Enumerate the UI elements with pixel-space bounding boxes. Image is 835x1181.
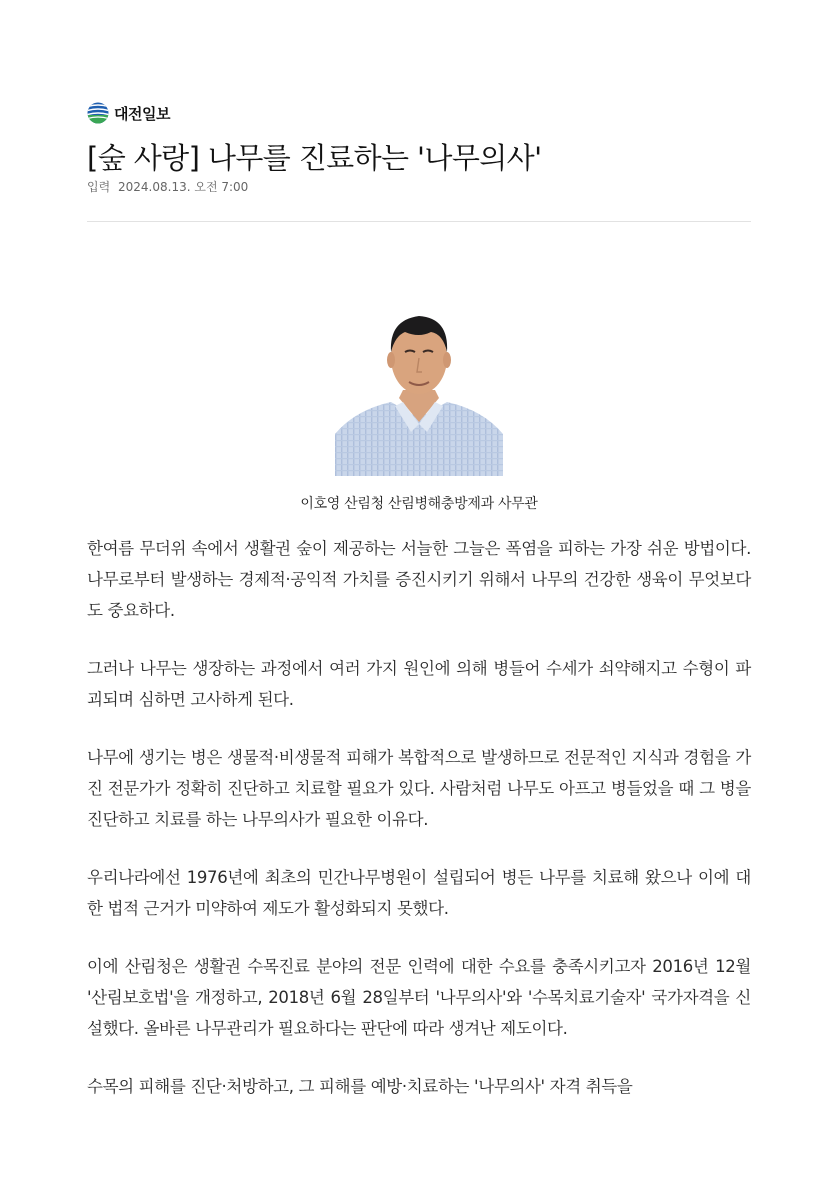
date-value: 2024.08.13. 오전 7:00: [118, 180, 249, 194]
article-meta: [87, 178, 248, 195]
paragraph: 나무에 생기는 병은 생물적·비생물적 피해가 복합적으로 발생하므로 전문적인 지식과 경험을 가진 전문가가 정확히 진단하고 치료할 필요가 있다. 사람처럼 나무도 아프고 병들었을 때 그 병을 진단하고 치료를 하는 나무의사가 필요한 이유다.: [87, 748, 751, 829]
logo-text: 대전일보: [114, 104, 170, 123]
photo-caption: 이호영 산림청 산림병해충방제과 사무관: [300, 496, 538, 512]
portrait-image: [335, 302, 503, 476]
author-photo: [335, 302, 503, 476]
divider: [87, 221, 751, 222]
date-label: 입력: [87, 180, 111, 194]
paragraph: 그러나 나무는 생장하는 과정에서 여러 가지 원인에 의해 병들어 수세가 쇠약해지고 수형이 파괴되며 심하면 고사하게 된다.: [87, 659, 751, 709]
paragraph: 수목의 피해를 진단·처방하고, 그 피해를 예방·치료하는 '나무의사' 자격 취득을: [87, 1077, 633, 1096]
paragraph: 한여름 무더위 속에서 생활권 숲이 제공하는 서늘한 그늘은 폭염을 피하는 가장 쉬운 방법이다. 나무로부터 발생하는 경제적·공익적 가치를 증진시키기 위해서 나무의 건강한 생육이 무엇보다도 중요하다.: [87, 539, 751, 620]
paragraph: 이에 산림청은 생활권 수목진료 분야의 전문 인력에 대한 수요를 충족시키고자 2016년 12월 '산림보호법'을 개정하고, 2018년 6월 28일부터 '나무의사'와 '수목치료기술자' 국가자격을 신설했다. 올바른 나무관리가 필요하다는 판단에 따라 생겨난 제도이다.: [87, 957, 751, 1038]
article-title: [숲 사랑] 나무를 진료하는 '나무의사': [87, 141, 542, 175]
globe-logo-icon: [87, 102, 109, 124]
article-body: [87, 533, 751, 1129]
press-logo[interactable]: [87, 100, 170, 126]
paragraph: 우리나라에선 1976년에 최초의 민간나무병원이 설립되어 병든 나무를 치료해 왔으나 이에 대한 법적 근거가 미약하여 제도가 활성화되지 못했다.: [87, 868, 751, 918]
